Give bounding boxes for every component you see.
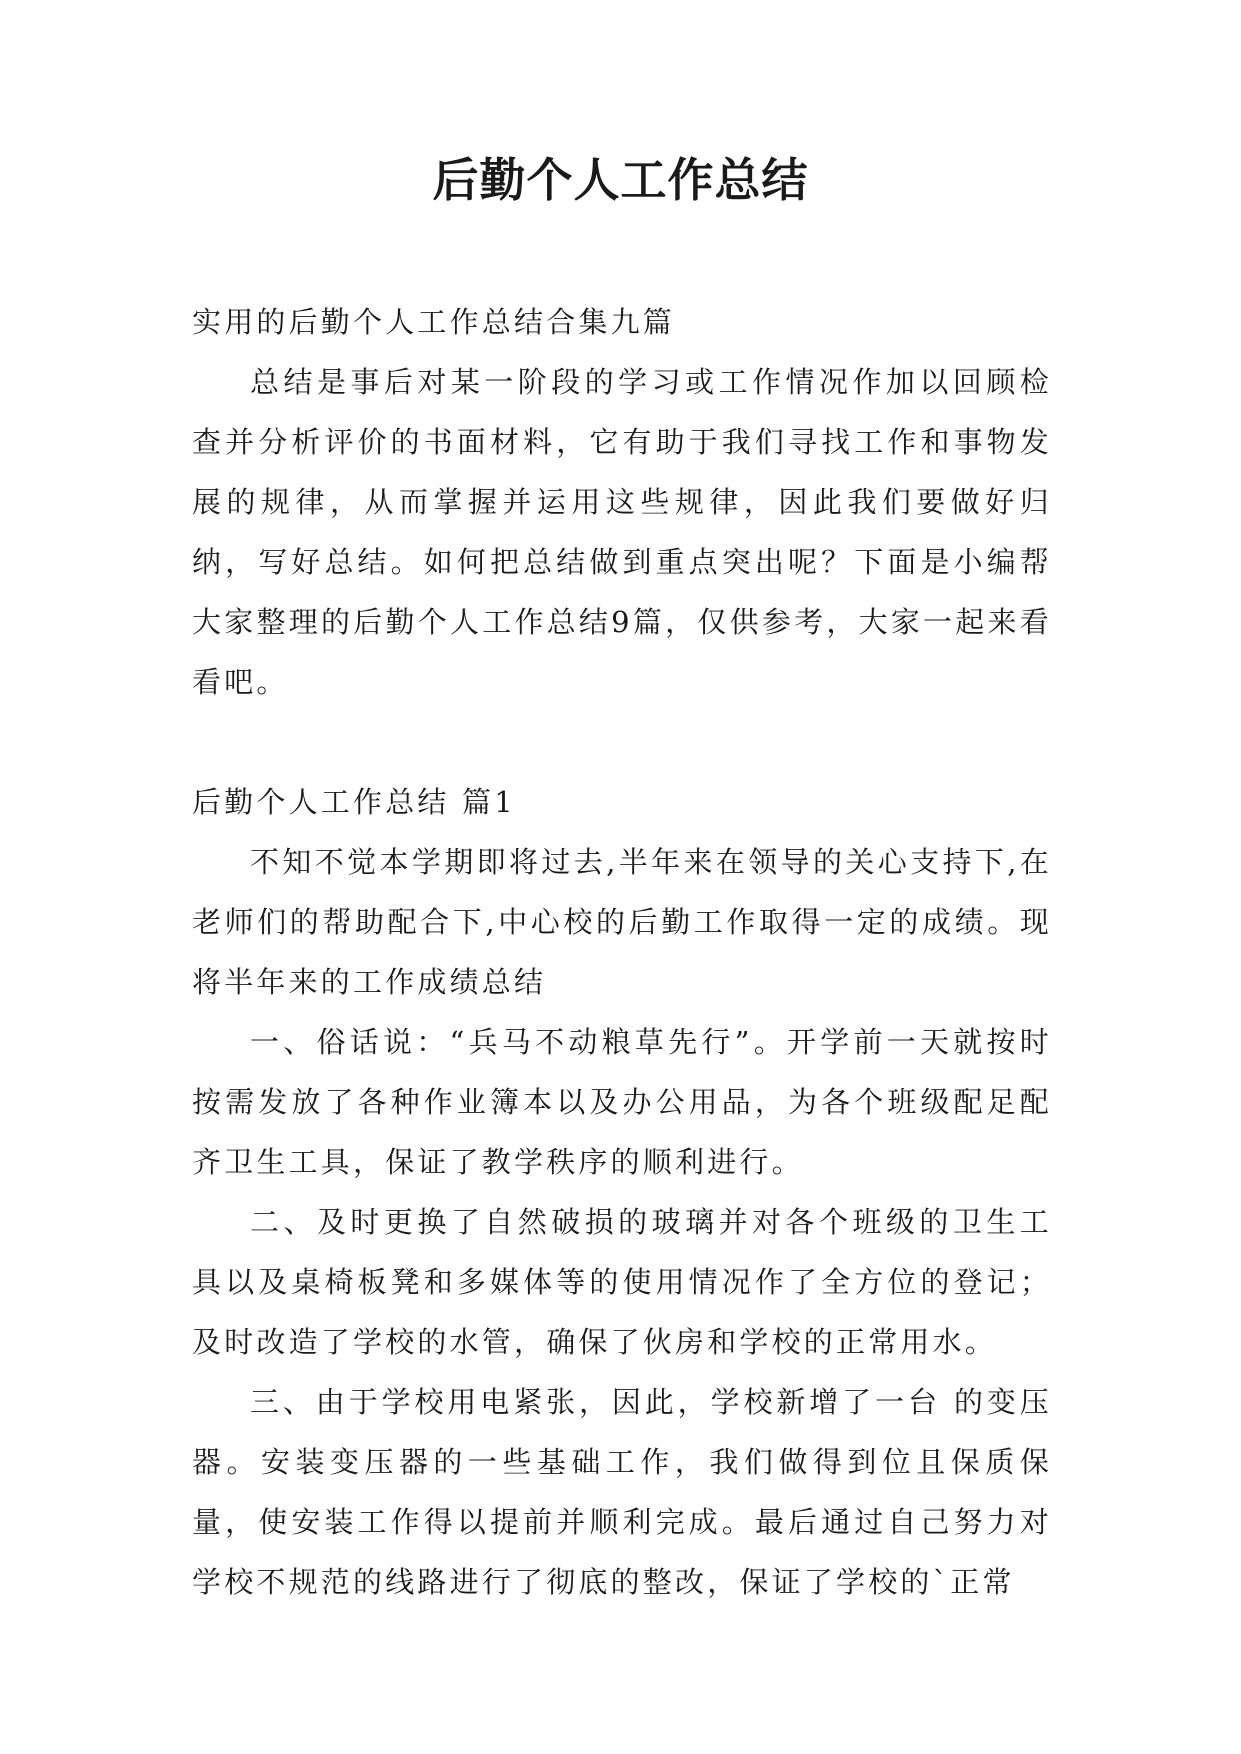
document-body (192, 292, 1052, 1612)
document-title: 后勤个人工作总结 (432, 153, 809, 207)
intro-paragraph: 总结是事后对某一阶段的学习或工作情况作加以回顾检查并分析评价的书面材料，它有助于我们寻找工作和事物发展的规律，从而掌握并运用这些规律，因此我们要做好归纳，写好总结。如何把总结做到重点突出呢？下面是小编帮大家整理的后勤个人工作总结9篇，仅供参考，大家一起来看看吧。 (192, 365, 1052, 699)
body-paragraph-3: 二、及时更换了自然破损的玻璃并对各个班级的卫生工具以及桌椅板凳和多媒体等的使用情况作了全方位的登记；及时改造了学校的水管，确保了伙房和学校的正常用水。 (192, 1205, 1052, 1359)
body-paragraph-4: 三、由于学校用电紧张，因此，学校新增了一台 的变压器。安装变压器的一些基础工作，我们做得到位且保质保量，使安装工作得以提前并顺利完成。最后通过自己努力对学校不规范的线路进行了彻底的整改，保证了学校的`正常 (192, 1385, 1052, 1599)
body-paragraph-1: 不知不觉本学期即将过去,半年来在领导的关心支持下,在老师们的帮助配合下,中心校的后勤工作取得一定的成绩。现将半年来的工作成绩总结 (192, 845, 1052, 999)
document-subtitle: 实用的后勤个人工作总结合集九篇 (192, 305, 676, 339)
body-paragraph-2: 一、俗话说：“兵马不动粮草先行”。开学前一天就按时按需发放了各种作业簿本以及办公用品，为各个班级配足配齐卫生工具，保证了教学秩序的顺利进行。 (192, 1025, 1052, 1179)
section-heading: 后勤个人工作总结 篇1 (192, 785, 516, 819)
